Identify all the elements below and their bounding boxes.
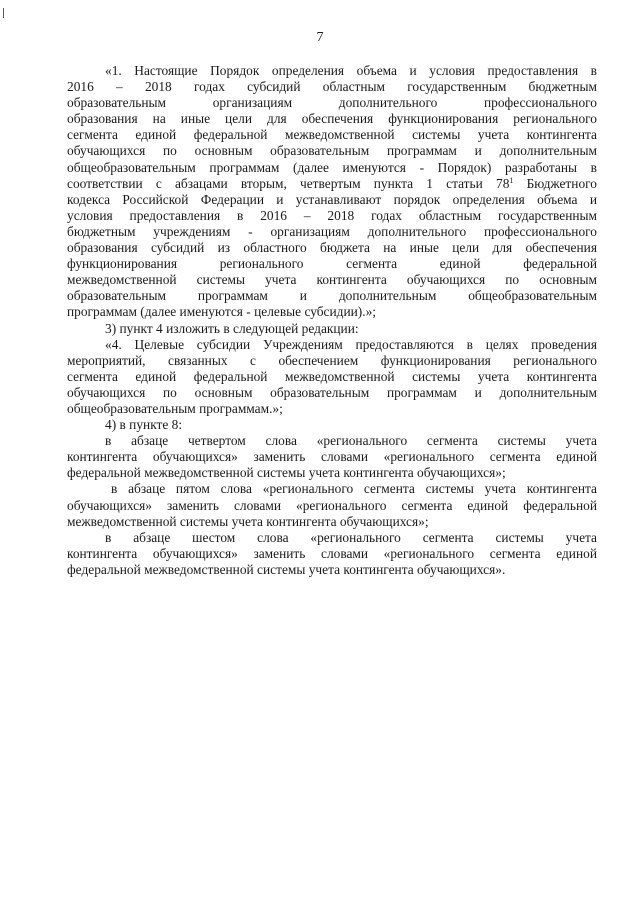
text-line-content: в абзаце четвертом слова «регионального сегмента системы учета [105, 433, 597, 449]
text-line [67, 369, 597, 385]
text-line-content: обучающихся по основным образовательным программам и дополнительным [67, 384, 597, 400]
text-line [67, 240, 597, 256]
text-line-content: бюджетным учреждениям - организациям дополнительного профессионального [67, 223, 597, 239]
text-line [67, 433, 597, 449]
text-line [67, 401, 597, 417]
text-line-content: общеобразовательным программам.»; [67, 400, 283, 416]
text-line [67, 304, 597, 320]
text-line-content: обучающихся по основным образовательным программам и дополнительным [67, 143, 597, 159]
text-line-content: межведомственной системы учета контингента обучающихся по основным [67, 272, 597, 288]
text-line [67, 498, 597, 514]
text-line-content: контингента обучающихся» заменить словами «регионального сегмента единой [67, 449, 597, 465]
text-line [67, 143, 597, 159]
text-line [67, 111, 597, 127]
text-line-content: межведомственной системы учета контингента обучающихся»; [67, 513, 429, 529]
text-line [67, 272, 597, 288]
text-line-content: общеобразовательным программам (далее именуются - Порядок) разработаны в [67, 159, 597, 175]
text-line-content: федеральной межведомственной системы учета контингента обучающихся»; [67, 465, 506, 481]
text-line-tail: Бюджетного [513, 175, 597, 191]
text-line [67, 562, 597, 578]
text-line-content: «4. Целевые субсидии Учреждениям предоставляются в целях проведения [105, 336, 597, 352]
text-line [67, 481, 597, 497]
text-line-content: сегмента единой федеральной межведомственной системы учета контингента [67, 368, 597, 384]
text-line [67, 127, 597, 143]
text-line-content: обучающихся» заменить словами «регионального сегмента единой федеральной [67, 497, 597, 513]
text-line [67, 546, 597, 562]
text-line-content: образования субсидий из областного бюджета на иные цели для обеспечения [67, 240, 597, 256]
text-line-content: сегмента единой федеральной межведомственной системы учета контингента [67, 127, 597, 143]
text-line-content: функционирования регионального сегмента единой федеральной [67, 256, 597, 272]
text-line-content: соответствии с абзацами вторым, четвертым пункта 1 статьи 78 [67, 175, 510, 191]
text-line [67, 176, 597, 192]
text-line [67, 63, 597, 79]
text-line-content: контингента обучающихся» заменить словами «регионального сегмента единой [67, 545, 597, 561]
document-body [67, 63, 597, 578]
text-line-content: в абзаце пятом слова «регионального сегмента системы учета контингента [111, 481, 597, 497]
text-line-content: 4) в пункте 8: [105, 417, 183, 433]
text-line [67, 79, 597, 95]
text-line-content: образования на иные цели для обеспечения функционирования регионального [67, 111, 597, 127]
text-line [67, 449, 597, 465]
text-line-content: условия предоставления в 2016 – 2018 годах областным государственным [67, 207, 597, 223]
text-line [67, 385, 597, 401]
text-line-content: федеральной межведомственной системы учета контингента обучающихся». [67, 561, 506, 577]
text-line [67, 224, 597, 240]
text-line-content: программам (далее именуются - целевые субсидии).»; [67, 304, 377, 320]
text-line-content: 3) пункт 4 изложить в следующей редакции: [105, 320, 359, 336]
text-line [67, 321, 597, 337]
text-line [67, 417, 597, 433]
text-line [67, 208, 597, 224]
text-line [67, 530, 597, 546]
text-line [67, 353, 597, 369]
superscript: 1 [509, 175, 514, 185]
text-line [67, 337, 597, 353]
text-line-content: мероприятий, связанных с обеспечением функционирования регионального [67, 352, 597, 368]
text-line [67, 288, 597, 304]
text-line-content: в абзаце шестом слова «регионального сегмента системы учета [105, 529, 597, 545]
text-line [67, 256, 597, 272]
text-line [67, 95, 597, 111]
text-line [67, 514, 597, 530]
text-line [67, 192, 597, 208]
text-line [67, 465, 597, 481]
text-line-content: образовательным организациям дополнительного профессионального [67, 95, 597, 111]
text-line-content: 2016 – 2018 годах субсидий областным государственным бюджетным [67, 79, 597, 95]
page-number: 7 [316, 30, 324, 45]
text-line-content: образовательным программам и дополнительным общеобразовательным [67, 288, 597, 304]
scan-edge-mark [3, 8, 4, 18]
text-line [67, 160, 597, 176]
text-line-content: «1. Настоящие Порядок определения объема и условия предоставления в [105, 63, 597, 78]
text-line-content: кодекса Российской Федерации и устанавливают порядок определения объема и [67, 191, 597, 207]
